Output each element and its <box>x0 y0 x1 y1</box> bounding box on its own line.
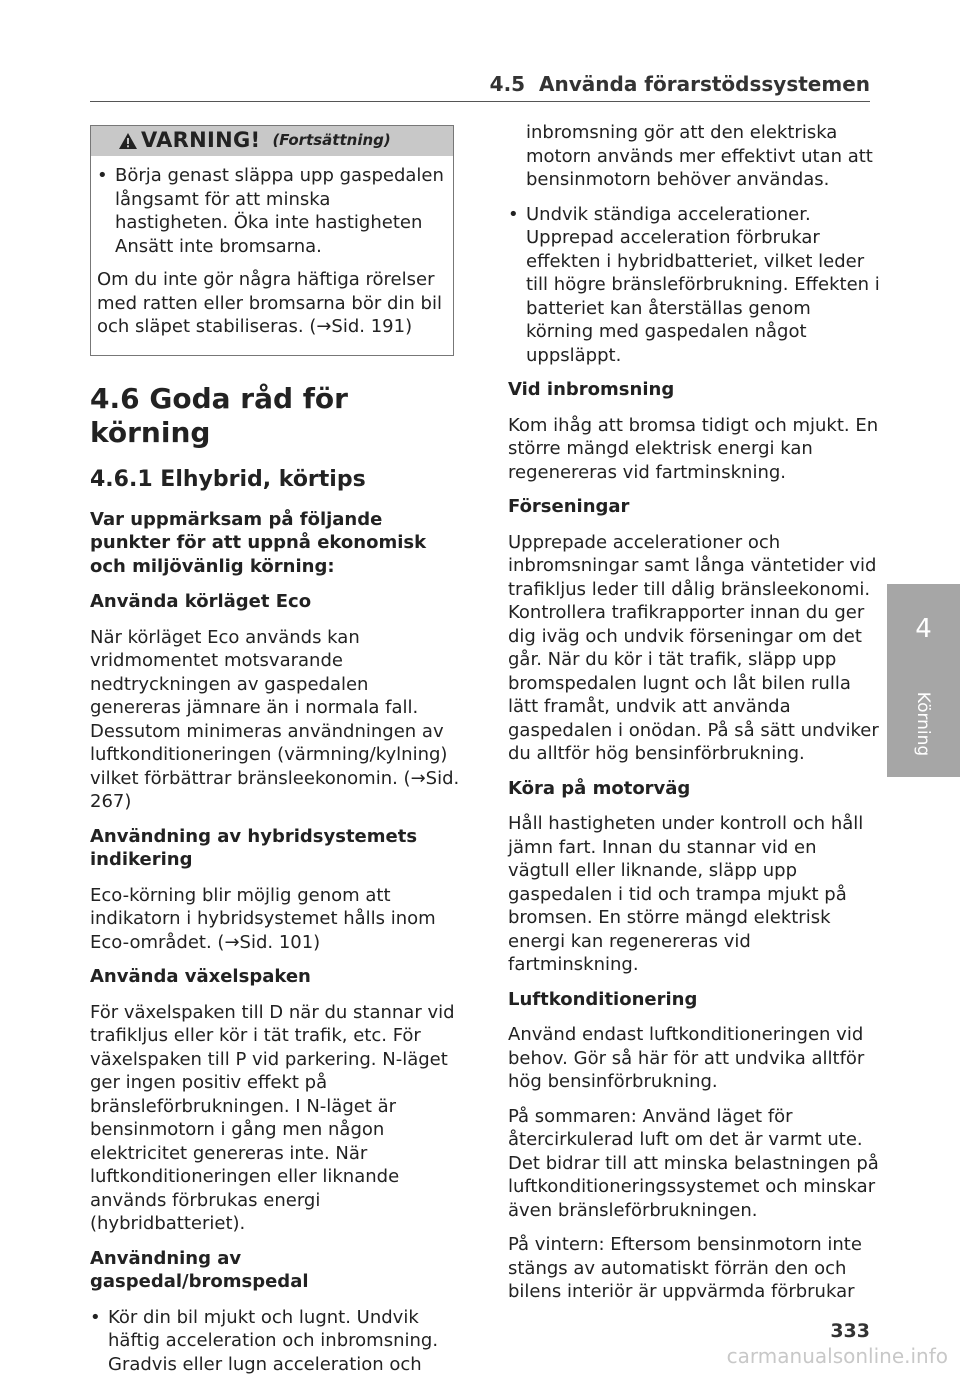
warning-bullet: • Börja genast släppa upp gaspedalen långsamt för att minska hastigheten. Öka inte hastigheten Ansätt inte bromsarna. <box>97 164 447 258</box>
gear-text: För växelspaken till D när du stannar vid trafikljus eller kör i tät trafik, etc. För växelspaken till P vid parkering. N-läget ger ingen positiv effekt på bränsleförbrukningen. I N-läget är bensinmotorn i gång men någon elektricitet genereras inte. När luftkonditioneringen eller liknande används förbrukas energi (hybridbatteriet). <box>90 1001 455 1234</box>
ac-heading: Luftkonditionering <box>508 988 698 1010</box>
right-column <box>508 121 880 1315</box>
warning-header <box>91 126 453 156</box>
delay-text: Upprepade accelerationer och inbromsningar samt långa väntetider vid trafikljus leder till dålig bränsleekonomi. Kontrollera trafikrapporter innan du ger dig iväg och undvik förseningar om det går. När du kör i tät trafik, släpp upp bromspedalen lugnt och låt bilen rulla lätt framåt, undvik att använda gaspedalen i onödan. På så sätt undviker du alltför hög bensinförbrukning. <box>508 531 879 764</box>
warning-box <box>90 125 454 356</box>
subsection-heading: 4.6.1 Elhybrid, körtips <box>90 466 366 492</box>
page-number: 333 <box>830 1320 870 1342</box>
chapter-number: 4 <box>915 614 932 644</box>
chapter-label: Körning <box>913 691 933 757</box>
watermark: carmanualsonline.info <box>726 1344 948 1368</box>
highway-heading: Köra på motorväg <box>508 777 691 799</box>
pedal-bullet: • Kör din bil mjukt och lugnt. Undvik häftig acceleration och inbromsning. Gradvis eller lugn acceleration och <box>90 1306 462 1377</box>
indicator-text: Eco-körning blir möjlig genom att indikatorn i hybridsystemet hålls inom Eco-området. (→Sid. 101) <box>90 884 436 953</box>
pedal-heading: Användning av gaspedal/bromspedal <box>90 1247 309 1292</box>
warning-subtitle: (Fortsättning) <box>272 131 391 150</box>
brake-text: Kom ihåg att bromsa tidigt och mjukt. En större mängd elektrisk energi kan regenereras vid fartminskning. <box>508 414 879 483</box>
highway-text: Håll hastigheten under kontroll och håll jämn fart. Innan du stannar vid en vägtull eller liknande, släpp upp gaspedalen i tid och trampa mjukt på bromsen. En större mängd elektrisk energi kan regenereras vid fartminskning. <box>508 813 864 975</box>
acceleration-bullet: • Undvik ständiga accelerationer. Upprepad acceleration förbrukar effekten i hybridbatteriet, vilket leder till högre bränsleförbrukning. Effekten i batteriet kan återställas genom körning med gaspedalen något uppsläppt. <box>508 203 880 368</box>
brake-heading: Vid inbromsning <box>508 379 675 400</box>
warning-paragraph: Om du inte gör några häftiga rörelser med ratten eller bromsarna bör din bil och släpet stabiliseras. (→Sid. 191) <box>97 269 442 337</box>
page-header <box>90 72 870 96</box>
section-heading: 4.6 Goda råd för körning <box>90 381 348 449</box>
ac-text-2: På sommaren: Använd läget för återcirkulerad luft om det är varmt ute. Det bidrar till att minska belastningen på luftkonditioneringssystemet och minskar även bränsleförbrukningen. <box>508 1105 879 1221</box>
eco-heading: Använda körläget Eco <box>90 591 312 612</box>
header-section-number: 4.5 <box>489 72 526 96</box>
ac-text-1: Använd endast luftkonditioneringen vid behov. Gör så här för att undvika alltför hög bensinförbrukning. <box>508 1024 865 1092</box>
delay-heading: Förseningar <box>508 496 630 517</box>
intro-text: Var uppmärksam på följande punkter för att uppnå ekonomisk och miljövänlig körning: <box>90 508 427 577</box>
header-divider <box>90 101 870 102</box>
warning-title: VARNING! <box>141 128 261 153</box>
chapter-tab <box>887 584 960 777</box>
warning-triangle-icon <box>119 133 137 149</box>
indicator-heading: Användning av hybridsystemets indikering <box>90 825 418 870</box>
ac-text-3: På vintern: Eftersom bensinmotorn inte stängs av automatiskt förrän den och bilens interiör är uppvärmda förbrukar <box>508 1234 862 1302</box>
header-title: Använda förarstödssystemen <box>539 72 870 96</box>
gear-heading: Använda växelspaken <box>90 966 311 987</box>
continued-text: inbromsning gör att den elektriska motorn används mer effektivt utan att bensinmotorn behöver användas. <box>526 122 873 190</box>
left-column <box>90 125 462 1387</box>
eco-text: När körläget Eco används kan vridmomentet motsvarande nedtryckningen av gaspedalen genereras jämnare än i normala fall. Dessutom minimeras användningen av luftkonditioneringen (värmning/kylning) vilket förbättrar bränsleekonomin. (→Sid. 267) <box>90 626 460 812</box>
warning-body <box>91 156 453 355</box>
